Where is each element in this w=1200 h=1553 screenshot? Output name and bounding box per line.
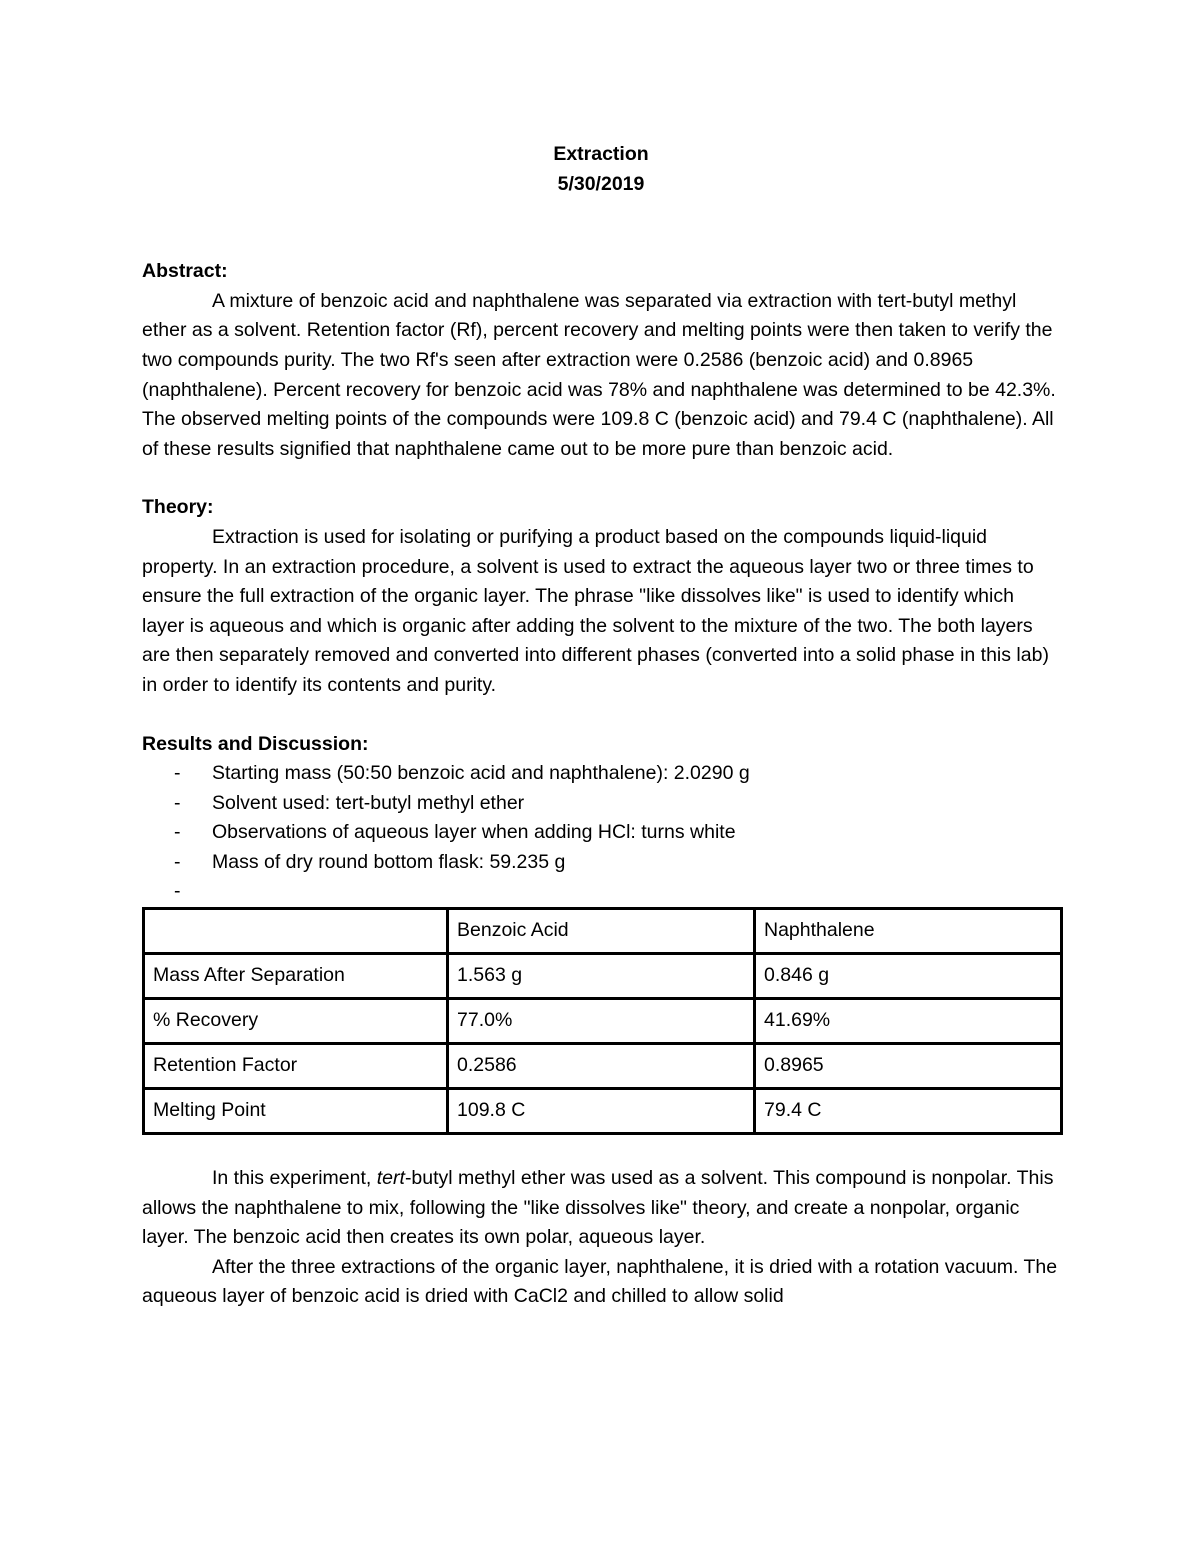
discussion-italic-text: tert xyxy=(376,1167,405,1190)
table-row-label: Mass After Separation xyxy=(144,954,448,999)
results-bullet-list xyxy=(142,759,1060,907)
list-item xyxy=(142,789,1060,819)
table-column-header: Benzoic Acid xyxy=(448,909,755,954)
bullet-dash: - xyxy=(174,880,181,903)
table-row xyxy=(144,1089,1062,1134)
bullet-dash: - xyxy=(174,762,181,785)
table-cell: 0.846 g xyxy=(755,954,1062,999)
theory-body: Extraction is used for isolating or purifying a product based on the compounds liquid-liquid property. In an extraction procedure, a solvent is used to extract the aqueous layer two or three times to ensure the full extraction of the organic layer. The phrase "like dissolves like" is used to identify which layer is aqueous and which is organic after adding the solvent to the mixture of the two. The both layers are then separately removed and converted into different phases (converted into a solid phase in this lab) in order to identify its contents and purity. xyxy=(142,525,1049,696)
table-row xyxy=(144,954,1062,999)
table-column-header: Naphthalene xyxy=(755,909,1062,954)
bullet-dash: - xyxy=(174,821,181,844)
table-row xyxy=(144,999,1062,1044)
results-heading: Results and Discussion: xyxy=(142,732,369,755)
abstract-section xyxy=(142,257,1060,464)
table-row-label: Retention Factor xyxy=(144,1044,448,1089)
discussion-paragraph-2: After the three extractions of the organic layer, naphthalene, it is dried with a rotation vacuum. The aqueous layer of benzoic acid is dried with CaCl2 and chilled to allow solid xyxy=(142,1255,1058,1308)
table-cell: 41.69% xyxy=(755,999,1062,1044)
table-cell: 77.0% xyxy=(448,999,755,1044)
discussion-paragraph-1 xyxy=(142,1164,1060,1253)
discussion-text: -butyl methyl ether was used as a solvent. This compound is nonpolar. This allows the naphthalene to mix, following the "like dissolves like" theory, and create a nonpolar, organic layer. The benzoic acid then creates its own polar, aqueous layer. xyxy=(142,1167,1054,1249)
table-row xyxy=(144,1044,1062,1089)
table-cell: 79.4 C xyxy=(755,1089,1062,1134)
document-page xyxy=(142,140,1060,1312)
bullet-dash: - xyxy=(174,850,181,873)
abstract-body: A mixture of benzoic acid and naphthalene was separated via extraction with tert-butyl methyl ether as a solvent. Retention factor (Rf), percent recovery and melting points were then taken to verify the two compounds purity. The two Rf's seen after extraction were 0.2586 (benzoic acid) and 0.8965 (naphthalene). Percent recovery for benzoic acid was 78% and naphthalene was determined to be 42.3%. The observed melting points of the compounds were 109.8 C (benzoic acid) and 79.4 C (naphthalene). All of these results signified that naphthalene came out to be more pure than benzoic acid. xyxy=(142,289,1056,460)
abstract-heading: Abstract: xyxy=(142,260,228,283)
title-block xyxy=(142,140,1060,199)
table-cell: 0.8965 xyxy=(755,1044,1062,1089)
results-section xyxy=(142,730,1060,1313)
list-item-text: Mass of dry round bottom flask: 59.235 g xyxy=(212,850,566,873)
theory-heading: Theory: xyxy=(142,496,214,519)
table-cell: 109.8 C xyxy=(448,1089,755,1134)
results-table xyxy=(142,907,1063,1135)
theory-section xyxy=(142,493,1060,700)
list-item-text: Solvent used: tert-butyl methyl ether xyxy=(212,791,525,814)
list-item xyxy=(142,848,1060,878)
list-item xyxy=(142,759,1060,789)
list-item-text: Starting mass (50:50 benzoic acid and naphthalene): 2.0290 g xyxy=(212,762,750,785)
table-cell: 1.563 g xyxy=(448,954,755,999)
discussion-text: In this experiment, xyxy=(212,1167,377,1190)
table-cell: 0.2586 xyxy=(448,1044,755,1089)
table-row-label: Melting Point xyxy=(144,1089,448,1134)
document-title: Extraction xyxy=(553,143,649,165)
document-date: 5/30/2019 xyxy=(557,172,645,195)
bullet-dash: - xyxy=(174,791,181,814)
table-header-row xyxy=(144,909,1062,954)
list-item-text: Observations of aqueous layer when adding HCl: turns white xyxy=(212,821,736,844)
table-row-label: % Recovery xyxy=(144,999,448,1044)
table-cell xyxy=(144,909,448,954)
list-item xyxy=(142,877,1060,907)
list-item xyxy=(142,818,1060,848)
